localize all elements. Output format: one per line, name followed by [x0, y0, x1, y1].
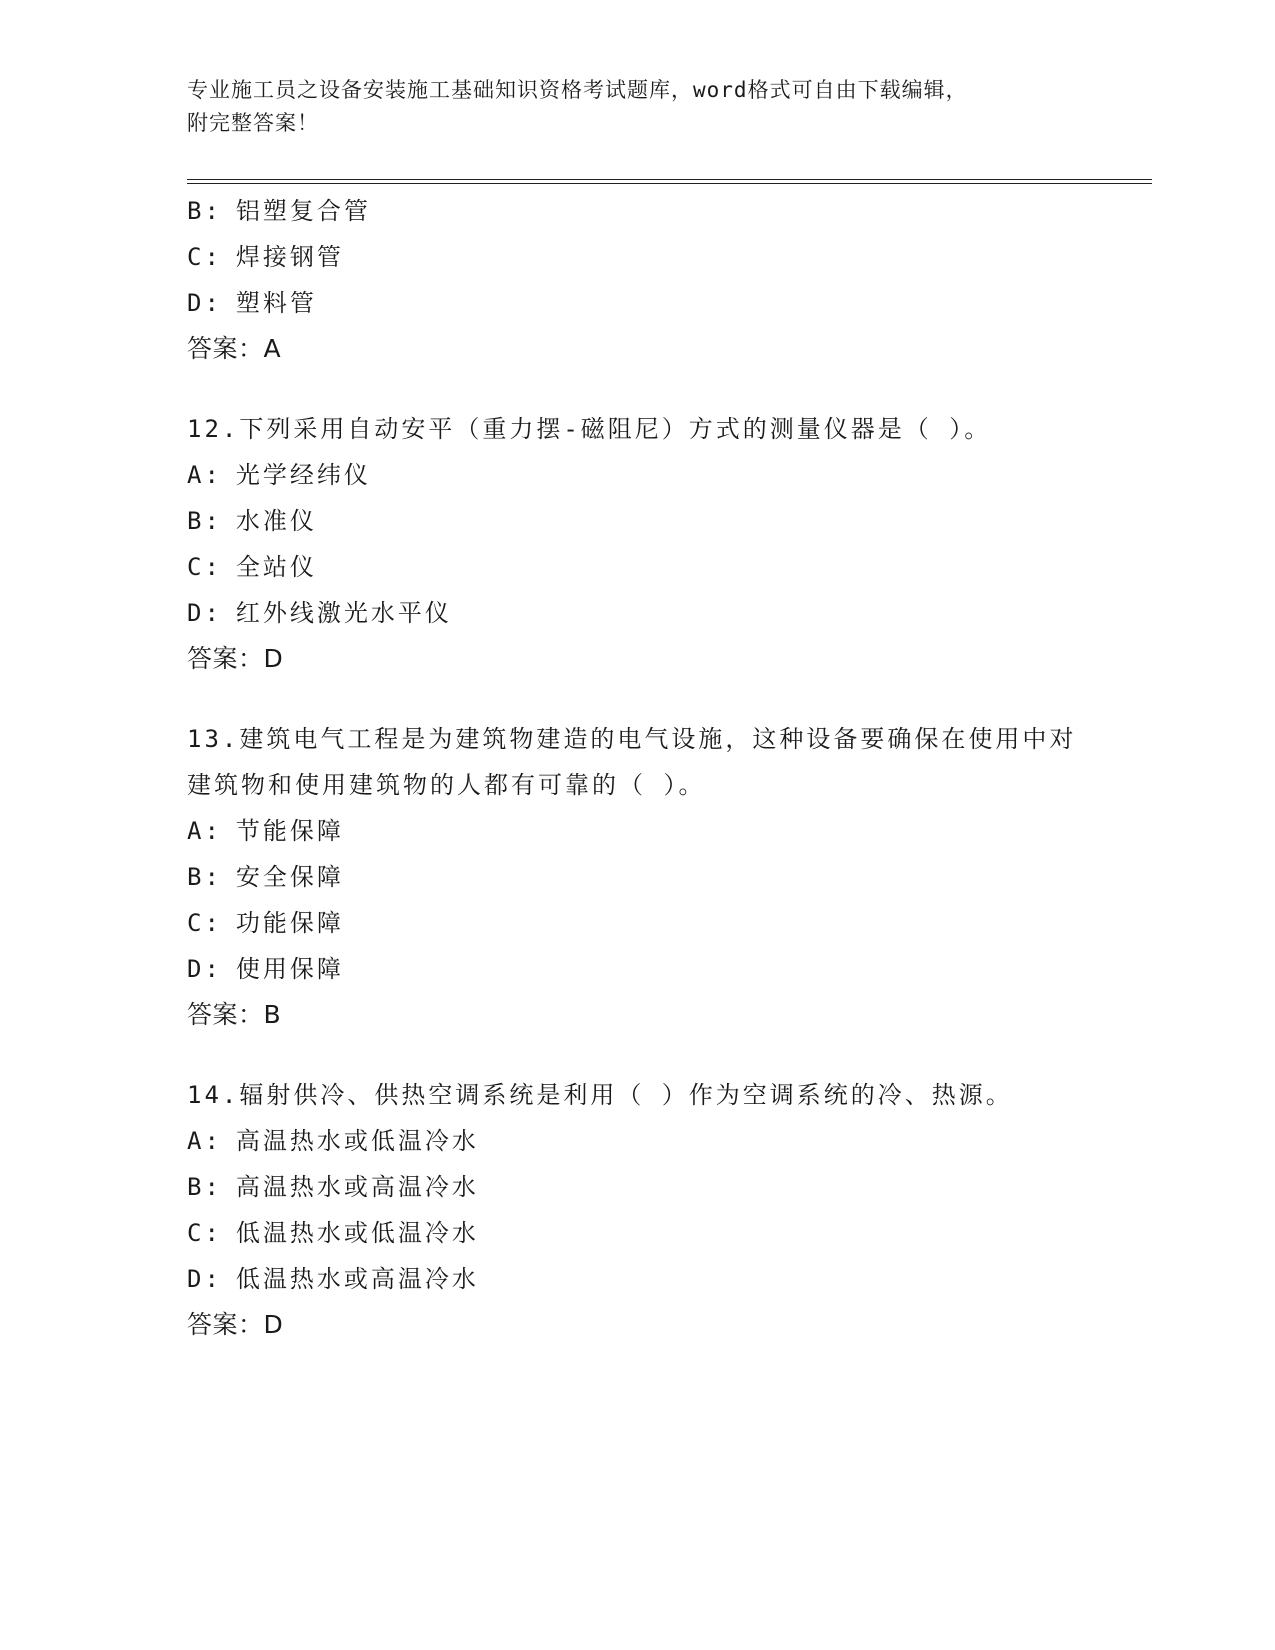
option-text: 塑料管 [235, 289, 317, 317]
option-c [187, 234, 1152, 280]
option-a [187, 808, 1152, 854]
option-b [187, 498, 1152, 544]
option-letter: C: [187, 553, 222, 581]
option-text: 低温热水或高温冷水 [235, 1265, 479, 1293]
option-text: 节能保障 [235, 817, 344, 845]
option-c [187, 544, 1152, 590]
answer-line: 答案：A [187, 334, 282, 363]
answer-line: 答案：D [187, 644, 284, 673]
option-text: 铝塑复合管 [235, 197, 371, 225]
question-list [187, 188, 1152, 1348]
option-a [187, 452, 1152, 498]
question-12 [187, 406, 1152, 682]
option-d [187, 280, 1152, 326]
option-text: 高温热水或低温冷水 [235, 1127, 479, 1155]
question-14 [187, 1072, 1152, 1348]
header-divider-top [187, 179, 1152, 180]
option-d [187, 946, 1152, 992]
option-letter: D: [187, 599, 222, 627]
option-text: 低温热水或低温冷水 [235, 1219, 479, 1247]
option-c [187, 1210, 1152, 1256]
option-d [187, 1256, 1152, 1302]
option-b [187, 854, 1152, 900]
option-letter: C: [187, 1219, 222, 1247]
option-text: 功能保障 [235, 909, 344, 937]
question-stem: 13.建筑电气工程是为建筑物建造的电气设施，这种设备要确保在使用中对建筑物和使用建筑物的人都有可靠的（ ）。 [187, 725, 1077, 799]
option-letter: C: [187, 243, 222, 271]
answer-line: 答案：D [187, 1310, 284, 1339]
option-letter: D: [187, 1265, 222, 1293]
option-letter: C: [187, 909, 222, 937]
option-text: 高温热水或高温冷水 [235, 1173, 479, 1201]
option-text: 全站仪 [235, 553, 317, 581]
option-letter: A: [187, 817, 222, 845]
option-letter: D: [187, 289, 222, 317]
option-text: 焊接钢管 [235, 243, 344, 271]
question-stem: 12.下列采用自动安平（重力摆-磁阻尼）方式的测量仪器是（ ）。 [187, 415, 992, 443]
header-divider-bottom [187, 183, 1152, 184]
option-text: 水准仪 [235, 507, 317, 535]
question-13 [187, 716, 1152, 1038]
option-letter: B: [187, 1173, 222, 1201]
option-letter: A: [187, 1127, 222, 1155]
option-letter: B: [187, 197, 222, 225]
option-text: 使用保障 [235, 955, 344, 983]
option-text: 光学经纬仪 [235, 461, 371, 489]
option-text: 安全保障 [235, 863, 344, 891]
question-stem: 14.辐射供冷、供热空调系统是利用（ ）作为空调系统的冷、热源。 [187, 1081, 1013, 1109]
option-a [187, 1118, 1152, 1164]
document-header [187, 74, 1087, 140]
header-line-2: 附完整答案！ [187, 111, 319, 135]
option-b [187, 1164, 1152, 1210]
question-11-continued [187, 188, 1152, 372]
option-letter: B: [187, 863, 222, 891]
option-letter: A: [187, 461, 222, 489]
option-letter: B: [187, 507, 222, 535]
option-c [187, 900, 1152, 946]
option-text: 红外线激光水平仪 [235, 599, 452, 627]
header-line-1: 专业施工员之设备安装施工基础知识资格考试题库，word格式可自由下载编辑， [187, 78, 968, 102]
answer-line: 答案：B [187, 1000, 282, 1029]
option-b [187, 188, 1152, 234]
option-d [187, 590, 1152, 636]
option-letter: D: [187, 955, 222, 983]
